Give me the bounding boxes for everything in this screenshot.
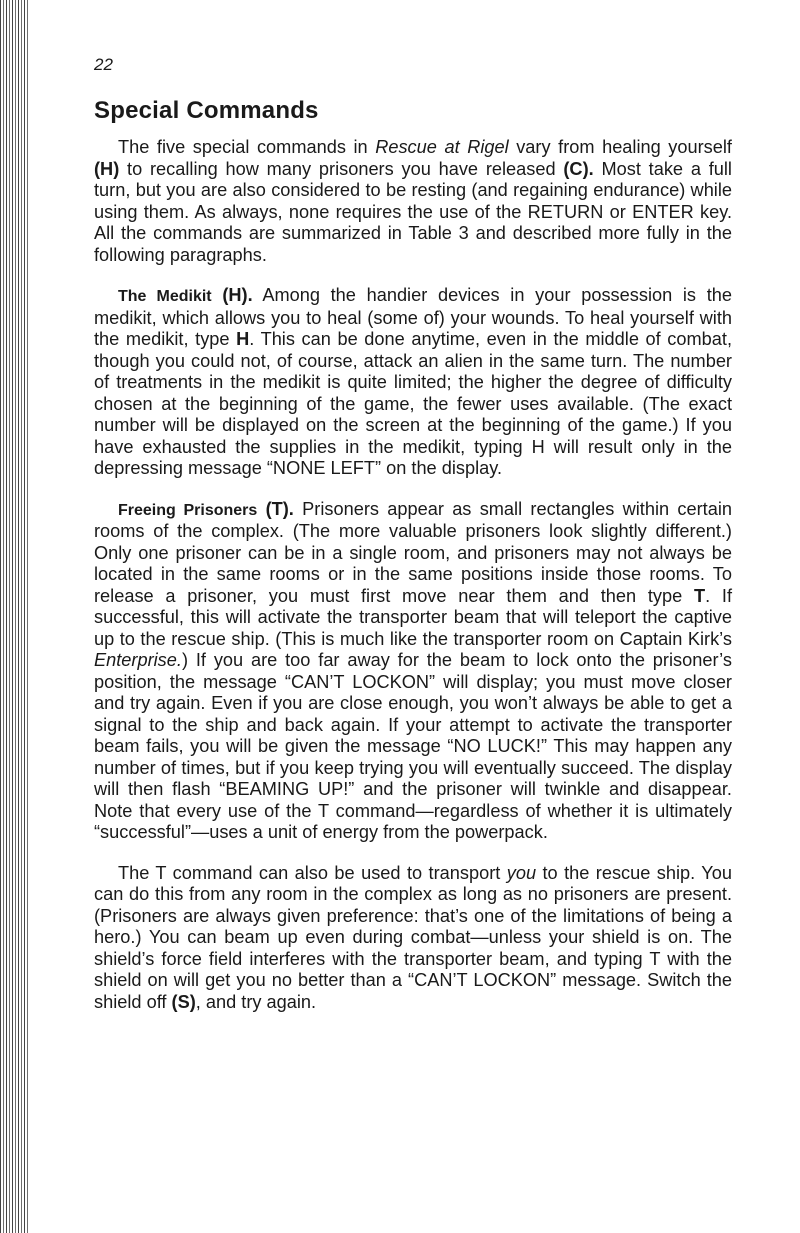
prisoners-runhead: Freeing Prisoners: [118, 501, 258, 519]
intro-text-4: Most take a full turn, but you are also considered to be resting (and regaining endurance) while using them. As always, none requires the use of the RETURN or ENTER key. All the commands are summarized in Table 3 and described more fully in the following paragraphs.: [94, 158, 732, 265]
emphasis-you: you: [506, 862, 537, 883]
command-c: (C).: [563, 158, 594, 179]
intro-text-1: The five special commands in: [118, 137, 376, 157]
book-binding-edge: [0, 0, 30, 1233]
medikit-paragraph: [94, 285, 732, 480]
medikit-runhead: The Medikit: [118, 288, 212, 305]
transport-text-2: to the rescue ship. You can do this from any room in the complex as long as no prisoners are present. (Prisoners are always given preference: that’s one of the limitations of being a hero.) You can beam up even during combat—unless your shield is on. The shield’s force field interferes with the transporter beam, and typing T with the shield on will get you no better than a “CAN’T LOCKON” message. Switch the shield off: [94, 862, 732, 1012]
intro-paragraph: [94, 137, 732, 266]
medikit-text-1: Among the handier devices in your possession is the medikit, which allows you to heal (some of) your wounds. To heal yourself with the medikit, type: [94, 285, 732, 349]
page-number: 22: [94, 55, 113, 74]
medikit-text-2: . This can be done anytime, even in the middle of combat, though you could not, of course, attack an alien in the same turn. The number of treatments in the medikit is quite limited; the higher the degree of difficulty chosen at the beginning of the game, the fewer uses available. (The exact number will be displayed on the screen at the beginning of the game.) If you have exhausted the supplies in the medikit, typing H will result only in the depressing message “NONE LEFT” on the display.: [94, 329, 732, 478]
ship-name: Enterprise.: [94, 650, 182, 670]
prisoners-text-2: . If successful, this will activate the transporter beam that will teleport the captive up to the rescue ship. (This is much like the transporter room on Captain Kirk’s: [94, 585, 733, 649]
transport-text-3: , and try again.: [195, 991, 317, 1012]
prisoners-key: T: [693, 585, 706, 606]
prisoners-text-1: Prisoners appear as small rectangles within certain rooms of the complex. (The more valuable prisoners look slightly different.) Only one prisoner can be in a single room, and prisoners may not always be located in the same rooms or in the same positions inside those rooms. To release a prisoner, you must first move near them and then type: [94, 498, 732, 606]
intro-text-3: to recalling how many prisoners you have released: [119, 158, 564, 179]
book-page: [94, 55, 732, 1032]
section-heading: Special Commands: [94, 97, 319, 124]
medikit-command: (H).: [211, 285, 253, 305]
prisoners-command: (T).: [257, 498, 294, 519]
intro-text-2: vary from healing yourself: [508, 137, 732, 157]
medikit-key: H: [236, 329, 250, 349]
game-title: Rescue at Rigel: [375, 137, 509, 157]
command-s: (S): [171, 991, 196, 1012]
command-h: (H): [94, 158, 120, 179]
transport-self-paragraph: [94, 863, 732, 1014]
prisoners-text-3: ) If you are too far away for the beam to lock onto the prisoner’s position, the message “CAN’T LOCKON” will display; you must move closer and try again. Even if you are close enough, you won’t always be able to get a signal to the ship and back again. If your attempt to activate the transporter beam fails, you will be given the message “NO LUCK!” This may happen any number of times, but if you keep trying you will eventually succeed. The display will then flash “BEAMING UP!” and the prisoner will twinkle and disappear. Note that every use of the T command—regardless of whether it is ultimately “successful”—uses a unit of energy from the powerpack.: [94, 650, 732, 842]
prisoners-paragraph: [94, 499, 732, 844]
transport-text-1: The T command can also be used to transport: [118, 862, 507, 883]
